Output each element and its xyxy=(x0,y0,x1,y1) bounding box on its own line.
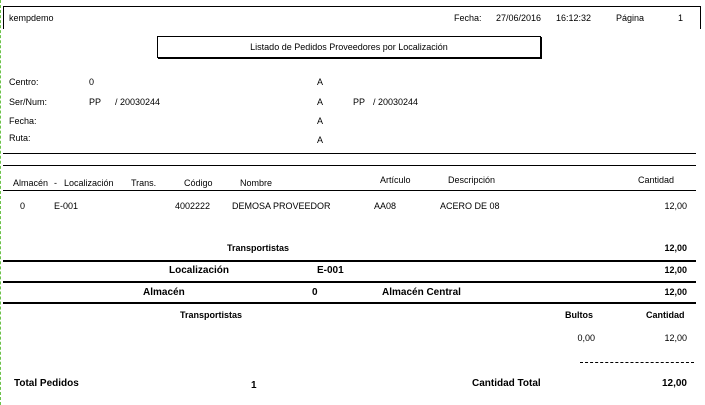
row-articulo: AA08 xyxy=(374,201,397,211)
row-cantidad: 12,00 xyxy=(664,201,687,211)
almacen-subtotal-label: Almacén xyxy=(143,287,185,298)
fecha-filter-label: Fecha: xyxy=(9,116,37,126)
total-pedidos-label: Total Pedidos xyxy=(14,378,79,389)
divider-top-2 xyxy=(3,165,696,166)
centro-label: Centro: xyxy=(9,77,39,87)
transportistas-subtotal-label: Transportistas xyxy=(227,243,290,253)
sernum-to-serie: PP xyxy=(353,97,366,107)
almacen-name: Almacén Central xyxy=(382,287,461,298)
row-nombre: DEMOSA PROVEEDOR xyxy=(232,201,331,211)
page-label: Página xyxy=(616,13,645,23)
page-number: 1 xyxy=(678,13,684,23)
page-header-frame xyxy=(3,6,701,29)
col-localizacion: Localización xyxy=(64,178,114,188)
col-trans: Trans. xyxy=(131,178,157,188)
report-title-box xyxy=(157,36,541,58)
almacen-subtotal: 12,00 xyxy=(664,287,687,297)
summary-cantidad: 12,00 xyxy=(664,333,687,343)
summary-dashed-rule xyxy=(580,362,694,363)
fecha-to-marker: A xyxy=(317,116,324,126)
sernum-to-marker: A xyxy=(317,97,324,107)
col-nombre: Nombre xyxy=(240,178,273,188)
localizacion-subtotal-label: Localización xyxy=(169,265,230,276)
localizacion-subtotal-value: E-001 xyxy=(317,265,344,276)
col-cantidad: Cantidad xyxy=(638,175,675,185)
divider-transportistas xyxy=(3,260,696,262)
page-margin-guide xyxy=(0,0,1,405)
row-codigo: 4002222 xyxy=(175,201,211,211)
divider-almacen xyxy=(3,302,696,304)
divider-top-1 xyxy=(3,153,696,154)
cantidad-total-label: Cantidad Total xyxy=(472,378,541,389)
header-divider xyxy=(3,190,696,191)
col-almacen: Almacén xyxy=(13,178,49,188)
row-localizacion: E-001 xyxy=(54,201,79,211)
summary-bultos: 0,00 xyxy=(577,333,595,343)
company-name: kempdemo xyxy=(9,13,54,23)
centro-to-marker: A xyxy=(317,77,324,87)
summary-cantidad-label: Cantidad xyxy=(646,310,685,320)
date-label: Fecha: xyxy=(454,13,482,23)
col-articulo: Artículo xyxy=(380,175,411,185)
cantidad-total: 12,00 xyxy=(661,378,687,389)
print-time: 16:12:32 xyxy=(556,13,592,23)
sernum-from-serie: PP xyxy=(89,97,102,107)
summary-transportistas-label: Transportistas xyxy=(180,310,243,320)
ruta-label: Ruta: xyxy=(9,133,31,143)
col-separator: - xyxy=(54,178,57,188)
divider-localizacion xyxy=(3,281,696,283)
print-date: 27/06/2016 xyxy=(496,13,542,23)
row-descripcion: ACERO DE 08 xyxy=(440,201,500,211)
sernum-to-num: / 20030244 xyxy=(373,97,419,107)
localizacion-subtotal: 12,00 xyxy=(664,265,687,275)
total-pedidos: 1 xyxy=(251,380,257,391)
summary-bultos-label: Bultos xyxy=(565,310,593,320)
ruta-to-marker: A xyxy=(317,135,324,145)
sernum-from-num: / 20030244 xyxy=(115,97,161,107)
almacen-subtotal-value: 0 xyxy=(312,287,318,298)
col-descripcion: Descripción xyxy=(448,175,496,185)
centro-from: 0 xyxy=(89,77,95,87)
report-title: Listado de Pedidos Proveedores por Localización xyxy=(250,42,448,52)
col-codigo: Código xyxy=(184,178,213,188)
row-almacen: 0 xyxy=(20,201,26,211)
sernum-label: Ser/Num: xyxy=(9,97,48,107)
transportistas-subtotal: 12,00 xyxy=(664,243,687,253)
